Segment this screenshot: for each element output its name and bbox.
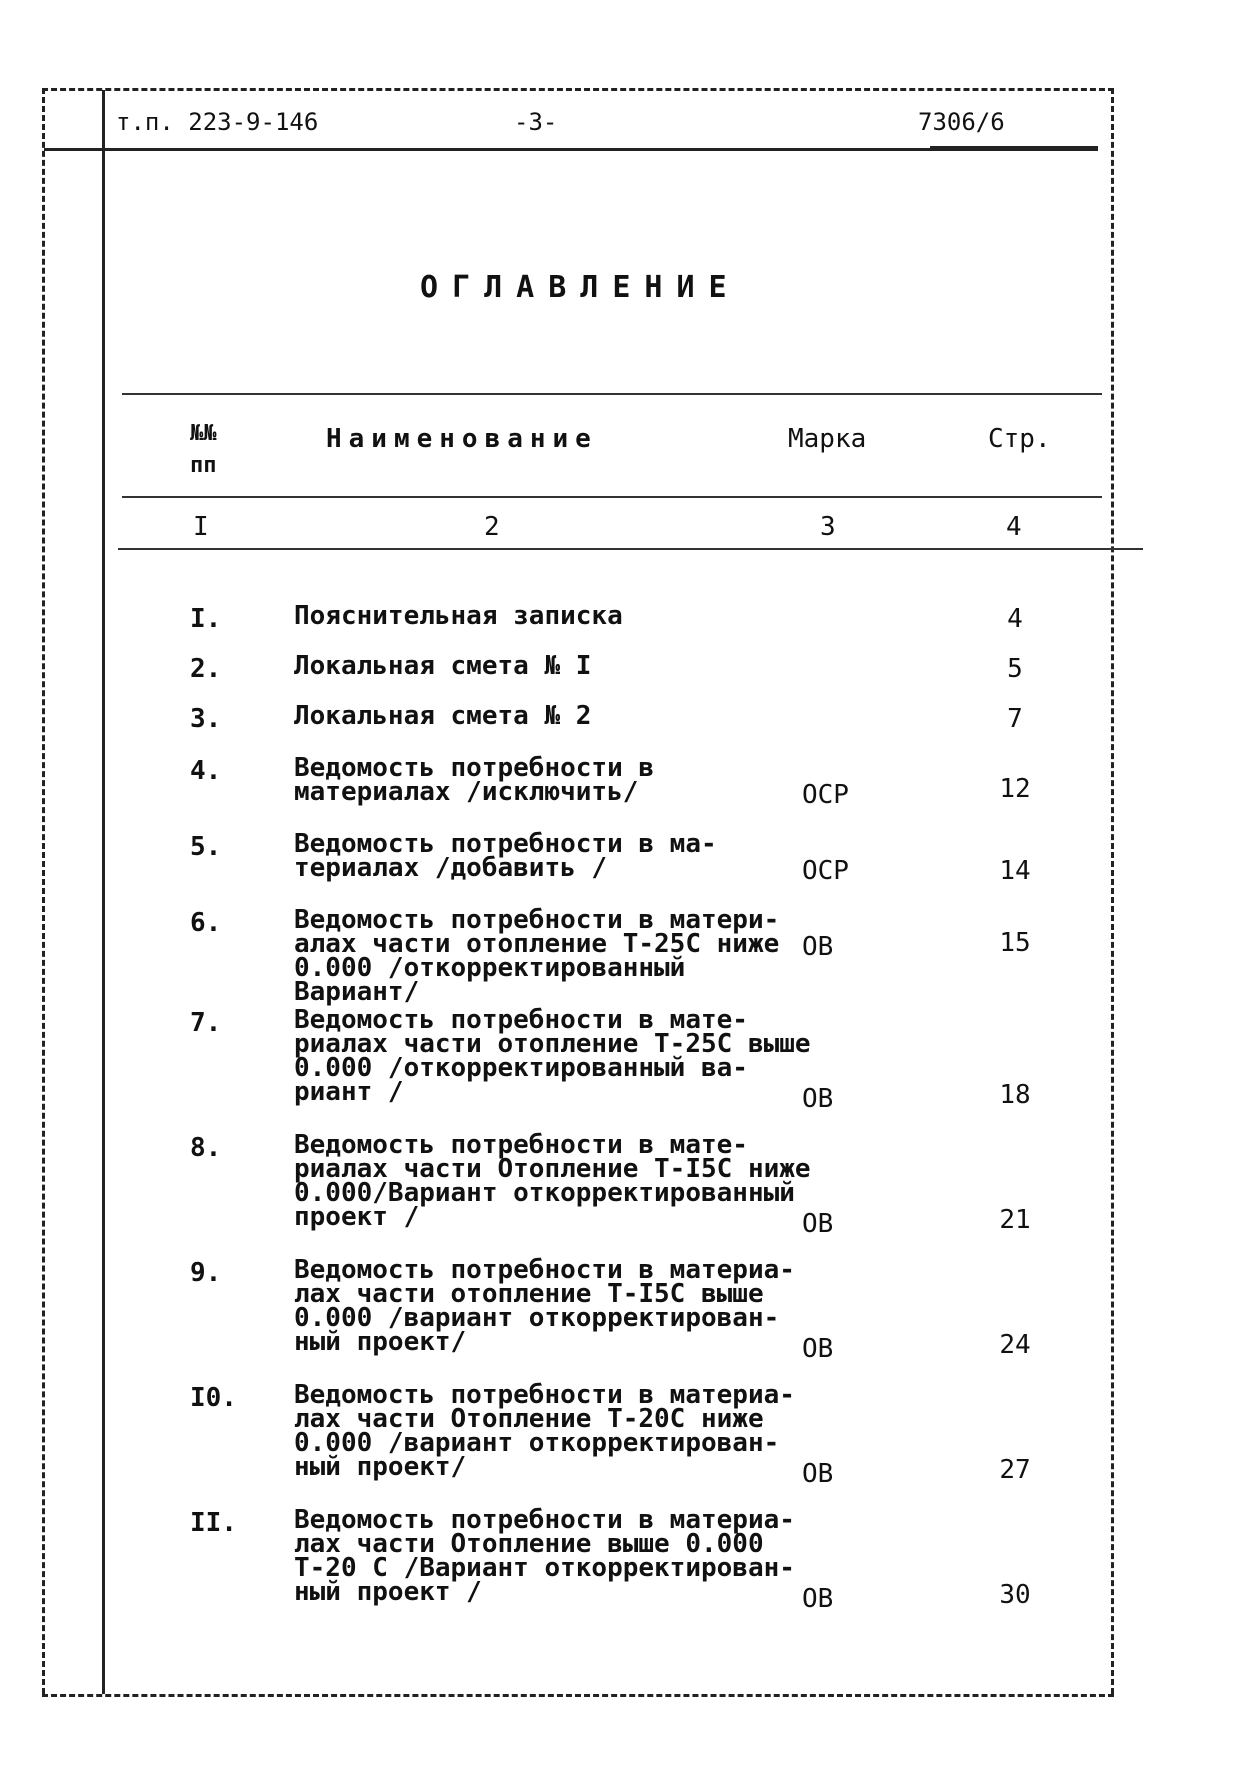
binding-margin-line (102, 90, 105, 1694)
row-mark: ОВ (802, 1459, 834, 1489)
row-number: 4. (190, 756, 222, 786)
row-mark: ОВ (802, 932, 834, 962)
row-number: 7. (190, 1008, 222, 1038)
row-number: 6. (190, 908, 222, 938)
row-name: Ведомость потребности в материалах /исключить/ (294, 753, 655, 807)
row-name: Ведомость потребности в мате- риалах части Отопление Т-I5С ниже 0.000/Вариант откорректированный проект / (294, 1130, 811, 1232)
frame-border-left (42, 88, 45, 1694)
column-header-number: №№ пп (190, 421, 217, 478)
page-number-marker: -3- (514, 108, 558, 136)
row-mark: ОВ (802, 1084, 834, 1114)
row-page: 14 (999, 856, 1031, 886)
column-header-name: Наименование (326, 424, 598, 454)
row-number: I0. (190, 1383, 237, 1413)
row-name: Ведомость потребности в материа- лах части Отопление Т-20С ниже 0.000 /вариант откорректирован- ный проект/ (294, 1380, 795, 1482)
sheet-code: 7306/6 (918, 108, 1005, 136)
column-header-page: Стр. (988, 424, 1051, 454)
frame-border-top (42, 88, 1114, 91)
row-page: 4 (1007, 604, 1023, 634)
row-name: Пояснительная записка (294, 601, 623, 631)
row-page: 24 (999, 1330, 1031, 1360)
row-number: 5. (190, 832, 222, 862)
row-page: 21 (999, 1205, 1031, 1235)
row-name: Ведомость потребности в материа- лах части Отопление выше 0.000 Т-20 С /Вариант откорректирован- ный проект / (294, 1505, 795, 1607)
row-number: 3. (190, 704, 222, 734)
row-mark: ОВ (802, 1209, 834, 1239)
row-number: 2. (190, 654, 222, 684)
table-top-rule (122, 393, 1102, 395)
row-page: 15 (999, 928, 1031, 958)
page-title: ОГЛАВЛЕНИЕ (420, 270, 741, 305)
row-page: 30 (999, 1580, 1031, 1610)
table-column-numbers-rule (118, 548, 1143, 550)
row-number: 9. (190, 1258, 222, 1288)
column-number-4: 4 (1006, 512, 1022, 542)
frame-border-right (1111, 88, 1114, 1694)
row-mark: ОСР (802, 856, 849, 886)
row-name: Ведомость потребности в мате- риалах части отопление Т-25С выше 0.000 /откорректированный ва- риант / (294, 1005, 811, 1107)
row-name: Локальная смета № I (294, 651, 592, 681)
row-page: 5 (1007, 654, 1023, 684)
column-header-mark: Марка (788, 424, 867, 454)
header-rule-thick (930, 146, 1098, 151)
row-number: I. (190, 604, 222, 634)
row-name: Локальная смета № 2 (294, 701, 592, 731)
document-code: т.п. 223-9-146 (116, 108, 319, 136)
row-number: 8. (190, 1133, 222, 1163)
table-header-rule (122, 496, 1102, 498)
row-name: Ведомость потребности в материа- лах части отопление Т-I5С выше 0.000 /вариант откорректирован- ный проект/ (294, 1255, 795, 1357)
column-number-2: 2 (484, 512, 500, 542)
row-page: 27 (999, 1455, 1031, 1485)
column-number-3: 3 (820, 512, 836, 542)
frame-border-bottom (42, 1694, 1114, 1697)
row-name: Ведомость потребности в ма- териалах /добавить / (294, 829, 717, 883)
column-number-1: I (193, 512, 209, 542)
row-number: II. (190, 1508, 237, 1538)
row-mark: ОСР (802, 780, 849, 810)
row-page: 7 (1007, 704, 1023, 734)
row-page: 18 (999, 1080, 1031, 1110)
row-page: 12 (999, 774, 1031, 804)
row-name: Ведомость потребности в матери- алах части отопление Т-25С ниже 0.000 /откорректированный Вариант/ (294, 905, 780, 1007)
row-mark: ОВ (802, 1584, 834, 1614)
row-mark: ОВ (802, 1334, 834, 1364)
